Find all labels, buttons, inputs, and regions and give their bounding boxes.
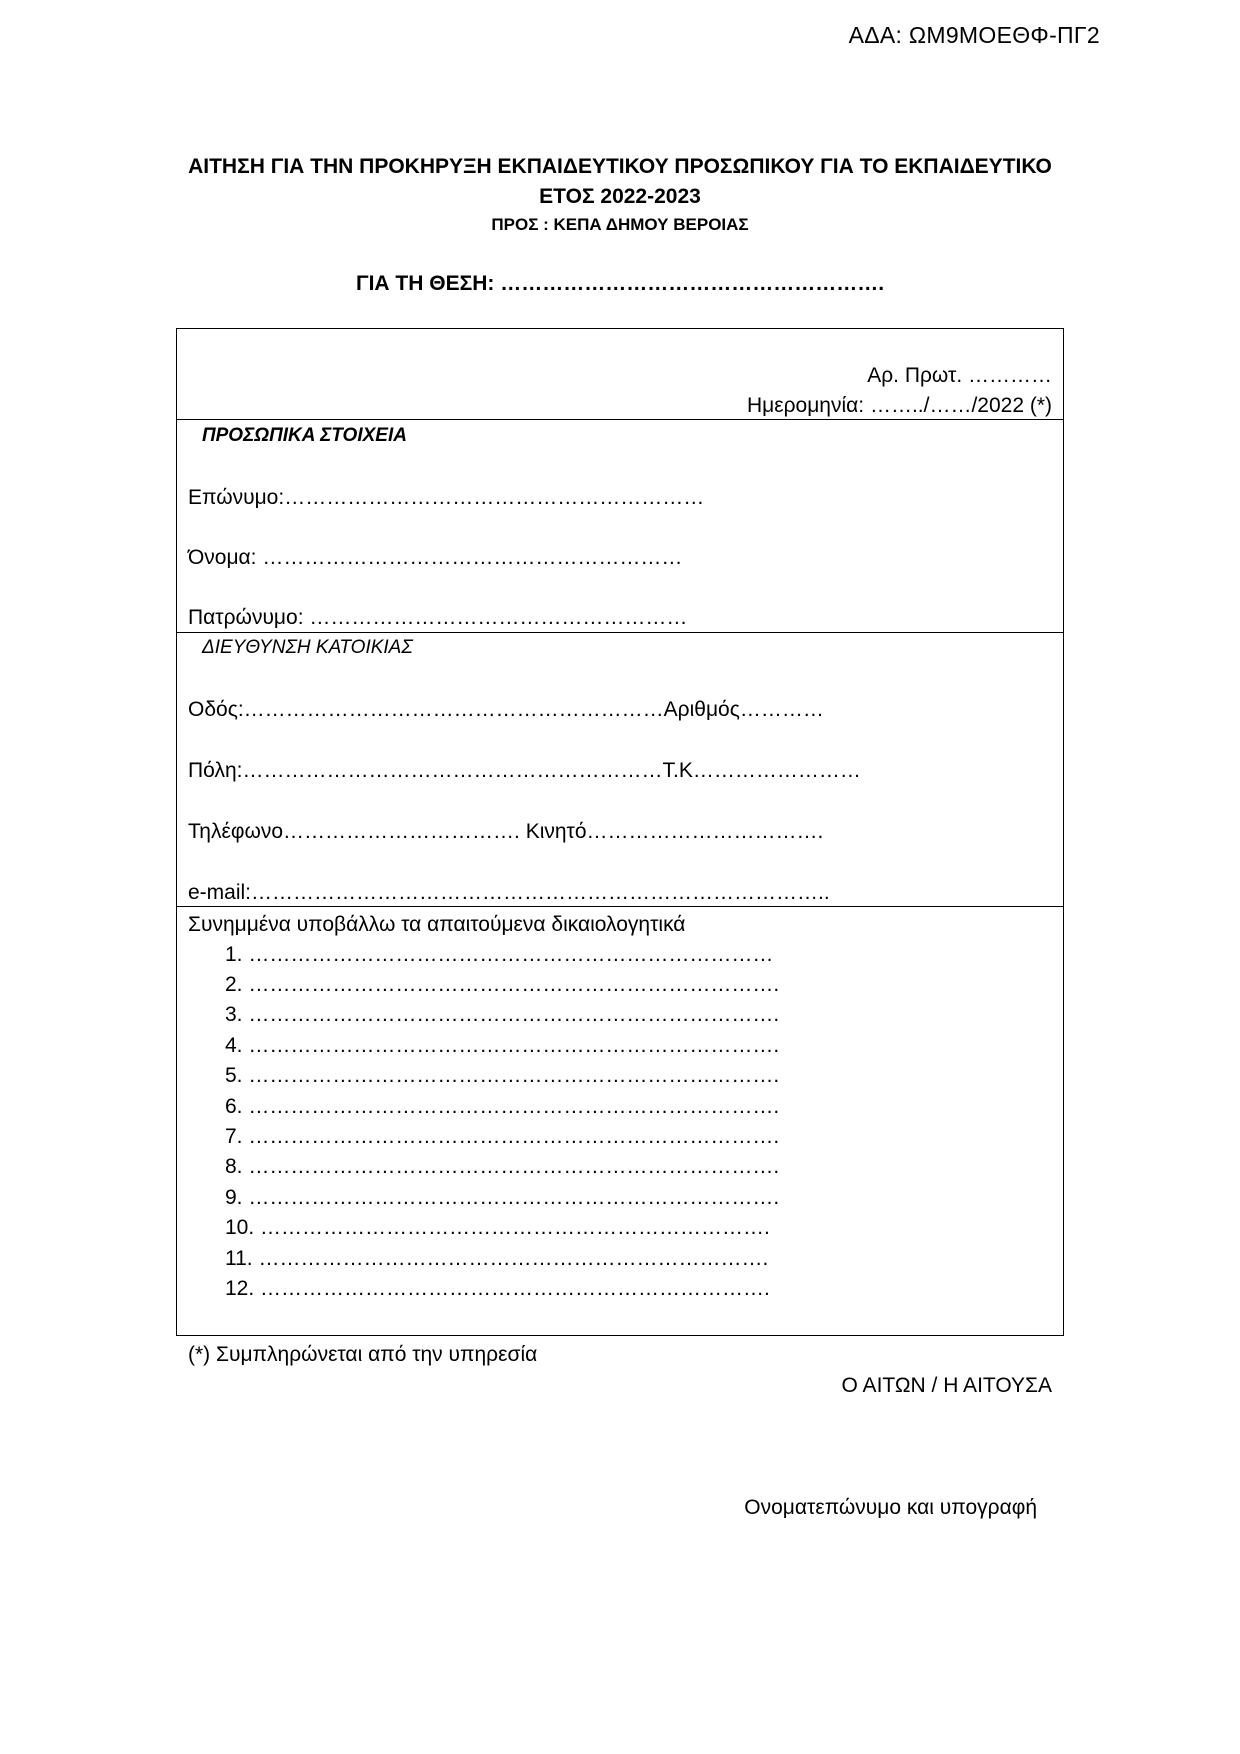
recipient: ΠΡΟΣ : ΚΕΠΑ ΔΗΜΟΥ ΒΕΡΟΙΑΣ: [491, 215, 749, 234]
attachment-item[interactable]: 11. ……………………………………………………………….: [225, 1247, 769, 1270]
attachments-heading: Συνημμένα υποβάλλω τα απαιτούμενα δικαιολογητικά: [188, 913, 686, 936]
attachment-item[interactable]: 10. ……………………………………………………………….: [225, 1216, 770, 1239]
protocol-number-field[interactable]: Αρ. Πρωτ. …………: [867, 364, 1052, 387]
divider-address: [176, 906, 1064, 907]
applicant-label: Ο ΑΙΤΩΝ / Η ΑΙΤΟΥΣΑ: [841, 1374, 1052, 1397]
date-field[interactable]: Ημερομηνία: ……../……/2022 (*): [746, 394, 1052, 417]
city-field[interactable]: Πόλη:……………………………………………………Τ.Κ……………………: [188, 759, 861, 782]
attachment-item[interactable]: 2. ………………………………………………………………….: [225, 973, 780, 996]
street-field[interactable]: Οδός:……………………………………………………Αριθμός…………: [188, 698, 824, 721]
attachment-item[interactable]: 5. ………………………………………………………………….: [225, 1064, 780, 1087]
attachment-item[interactable]: 1. …………………………………………………………………: [225, 943, 774, 966]
email-field[interactable]: e-mail:………………………………………………………………………..: [188, 881, 830, 904]
attachment-item[interactable]: 7. ………………………………………………………………….: [225, 1125, 780, 1148]
form-title-line-1: ΑΙΤΗΣΗ ΓΙΑ ΤΗΝ ΠΡΟΚΗΡΥΞΗ ΕΚΠΑΙΔΕΥΤΙΚΟΥ ΠΡΟΣΩΠΙΚΟΥ ΓΙΑ ΤΟ ΕΚΠΑΙΔΕΥΤΙΚΟ: [188, 155, 1052, 178]
personal-details-heading: ΠΡΟΣΩΠΙΚΑ ΣΤΟΙΧΕΙΑ: [202, 425, 407, 446]
address-heading: ΔΙΕΥΘΥΝΣΗ ΚΑΤΟΙΚΙΑΣ: [202, 637, 413, 658]
phone-field[interactable]: Τηλέφωνο……………………………. Κινητό…………………………….: [188, 820, 824, 843]
father-name-field[interactable]: Πατρώνυμο: ………………………………………………: [188, 606, 688, 629]
name-field[interactable]: Όνομα: ……………………………………………………: [188, 546, 683, 569]
position-field[interactable]: ΓΙΑ ΤΗ ΘΕΣΗ: ……………………………………………….: [355, 272, 885, 295]
attachment-item[interactable]: 6. ………………………………………………………………….: [225, 1095, 780, 1118]
footnote: (*) Συμπληρώνεται από την υπηρεσία: [188, 1343, 538, 1366]
ada-code: ΑΔΑ: ΩΜ9ΜΟΕΘΦ-ΠΓ2: [848, 22, 1100, 48]
signature-label: Ονοματεπώνυμο και υπογραφή: [744, 1496, 1037, 1519]
attachment-item[interactable]: 3. ………………………………………………………………….: [225, 1003, 780, 1026]
surname-field[interactable]: Επώνυμο:……………………………………………………: [188, 486, 705, 509]
attachment-item[interactable]: 4. ………………………………………………………………….: [225, 1034, 780, 1057]
form-title-line-2: ΕΤΟΣ 2022-2023: [539, 185, 701, 208]
divider-personal: [176, 632, 1064, 633]
attachment-item[interactable]: 12. ……………………………………………………………….: [225, 1277, 770, 1300]
attachment-item[interactable]: 8. ………………………………………………………………….: [225, 1155, 780, 1178]
divider-header: [176, 419, 1064, 420]
attachment-item[interactable]: 9. ………………………………………………………………….: [225, 1186, 780, 1209]
